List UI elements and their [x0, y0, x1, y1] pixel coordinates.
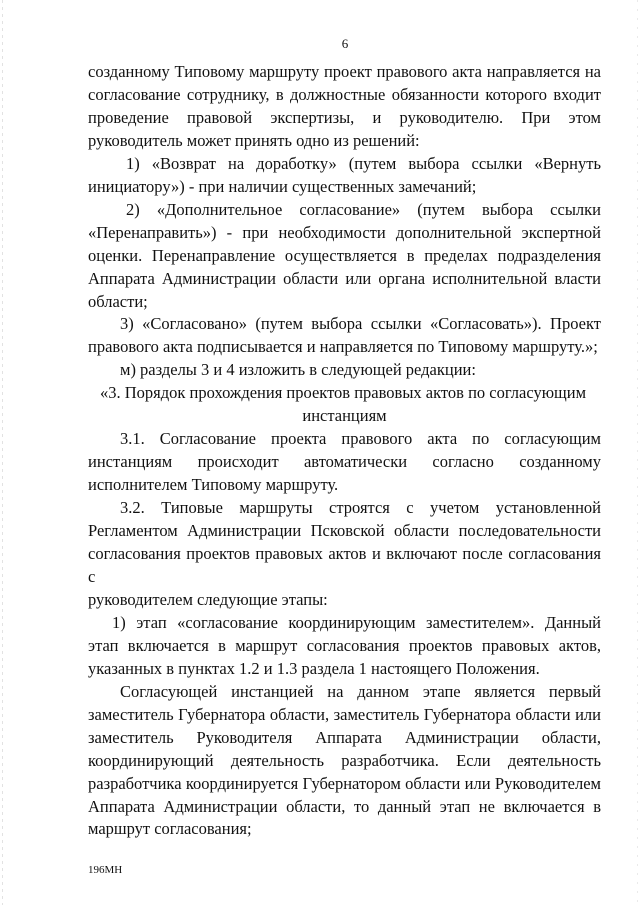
body-line: заместитель Руководителя Аппарата Администрации области,: [88, 727, 601, 747]
body-line: исполнителем Типовому маршруту.: [88, 475, 339, 495]
body-line: заместитель Губернатора области, заместитель Губернатора области или: [88, 704, 601, 724]
body-line: 3) «Согласовано» (путем выбора ссылки «Согласовать»). Проект: [120, 314, 601, 334]
body-line: 3.2. Типовые маршруты строятся с учетом установленной: [120, 498, 601, 518]
body-line: области;: [88, 291, 148, 311]
body-line: инициатору») - при наличии существенных замечаний;: [88, 176, 477, 196]
body-line: указанных в пунктах 1.2 и 1.3 раздела 1 настоящего Положения.: [88, 658, 540, 678]
body-line: Аппарата Администрации области или органа исполнительной власти: [88, 268, 601, 288]
body-line: оценки. Перенаправление осуществляется в пределах подразделения: [88, 245, 601, 265]
body-line: Согласующей инстанцией на данном этапе является первый: [120, 681, 601, 701]
body-line: Регламентом Администрации Псковской области последовательности: [88, 521, 601, 541]
body-line: 1) «Возврат на доработку» (путем выбора ссылки «Вернуть: [126, 153, 601, 173]
document-body: [88, 61, 601, 841]
body-line: разработчика координируется Губернатором области или Руководителем: [88, 773, 601, 793]
body-line: маршрут согласования;: [88, 819, 252, 839]
body-line: Аппарата Администрации области, то данный этап не включается в: [88, 796, 601, 816]
body-line: этап включается в маршрут согласования проектов правовых актов,: [88, 635, 601, 655]
document-code: 196МН: [88, 864, 123, 876]
body-line: согласования проектов правовых актов и включают после согласования с: [88, 544, 601, 586]
body-line: «Перенаправить») - при необходимости дополнительной экспертной: [88, 222, 601, 242]
body-line: правового акта подписывается и направляется по Типовому маршруту.»;: [88, 337, 598, 357]
body-line: руководителем следующие этапы:: [88, 589, 328, 609]
body-line: инстанциям происходит автоматически согласно созданному: [88, 452, 601, 472]
scan-edge-left: [2, 0, 3, 905]
scan-edge-right: [637, 0, 638, 905]
body-line: 2) «Дополнительное согласование» (путем выбора ссылки: [126, 199, 601, 219]
body-line: созданному Типовому маршруту проект правового акта направляется на: [88, 62, 601, 81]
body-line: проведение правовой экспертизы, и руководителю. При этом: [88, 107, 601, 127]
body-line: координирующий деятельность разработчика. Если деятельность: [88, 750, 601, 770]
body-line: м) разделы 3 и 4 изложить в следующей редакции:: [120, 360, 476, 380]
body-line: инстанциям: [302, 406, 387, 426]
page-number: 6: [341, 36, 349, 51]
body-line: согласование сотруднику, в должностные обязанности которого входит: [88, 84, 601, 104]
body-line: «3. Порядок прохождения проектов правовых актов по согласующим: [100, 383, 587, 403]
body-line: 3.1. Согласование проекта правового акта по согласующим: [120, 429, 601, 449]
body-line: руководитель может принять одно из решений:: [88, 130, 420, 150]
body-line: 1) этап «согласование координирующим заместителем». Данный: [112, 612, 601, 632]
